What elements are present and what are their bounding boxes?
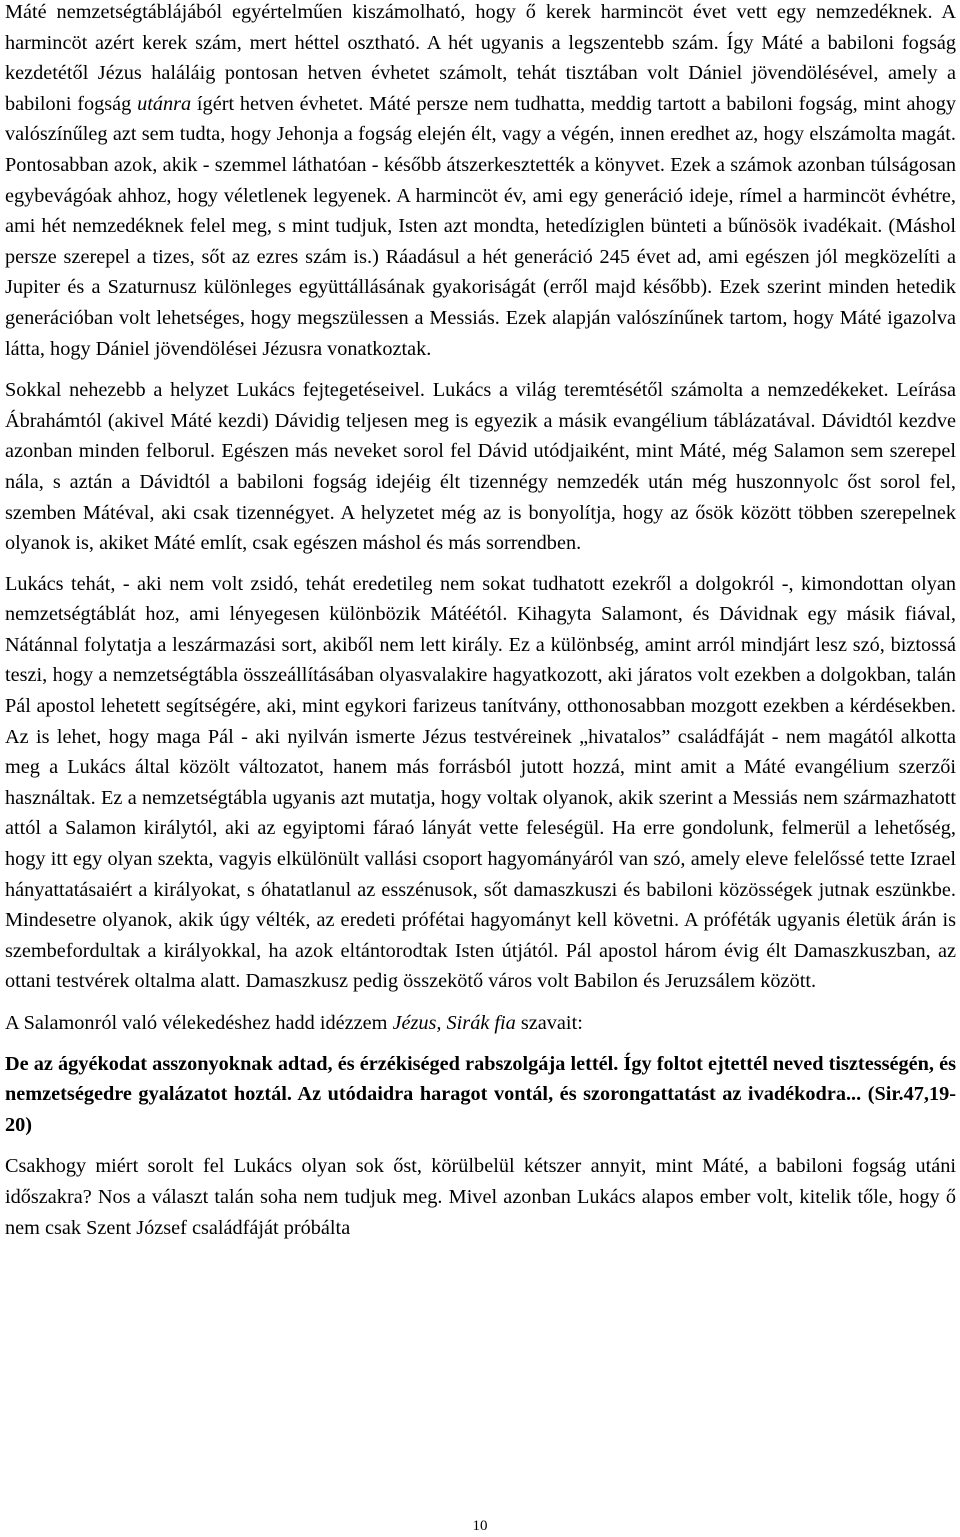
scripture-quote: De az ágyékodat asszonyoknak adtad, és érzékiséged rabszolgája lettél. Így foltot ejtettél neved tisztességén, és nemzetségedre gyalázatot hoztál. Az utódaidra haragot vontál, és szorongattatást az ivadékodra... (Sir.47,19-20) xyxy=(5,1052,956,1136)
paragraph-lukacs-difficulty: Sokkal nehezebb a helyzet Lukács fejtegetéseivel. Lukács a világ teremtésétől számolta a nemzedékeket. Leírása Ábrahámtól (akivel Máté kezdi) Dávidig teljesen meg is egyezik a másik evangélium táblázatával. Dávidtól kezdve azonban minden felborul. Egészen más neveket sorol fel Dávid utódjaiként, mint Máté, még Salamon sem szerepel nála, s aztán a Dávidtól a babiloni fogság idejéig élt tizennégy nemzedék után még huszonnyolc őst sorol fel, szemben Mátéval, aki csak tizennégyet. A helyzetet még az is bonyolítja, hogy az ősök között többen szerepelnek olyanok is, akiket Máté említ, csak egészen máshol és más sorrendben. xyxy=(5,379,956,555)
paragraph-ancestors-question: Csakhogy miért sorolt fel Lukács olyan sok őst, körülbelül kétszer annyit, mint Máté, a babiloni fogság utáni időszakra? Nos a választ talán soha nem tudjuk meg. Mivel azonban Lukács alapos ember volt, kitelik tőle, hogy ő nem csak Szent József családfáját próbálta xyxy=(5,1155,956,1239)
paragraph-text-segment: ígért hetven évhetet. Máté persze nem tudhatta, meddig tartott a babiloni fogság, mint ahogy valószínűleg azt sem tudta, hogy Jehonja a fogság elején élt, vagy a végén, innen eredhet az, hogy elszámolta magát. Pontosabban azok, akik - szemmel láthatóan - később átszerkesztették a könyvet. Ezek a számok azonban túlságosan egybevágóak ahhoz, hogy véletlenek legyenek. A harmincöt év, ami egy generáció ideje, rímel a harmincöt évhétre, ami hét nemzedéknek felel meg, s mint tudjuk, Isten azt mondta, hetedíziglen bünteti a bűnösök ivadékait. (Máshol persze szerepel a tizes, sőt az ezres szám is.) Ráadásul a hét generáció 245 évet ad, ami egészen jól megközelíti a Jupiter és a Szaturnusz különleges együttállásának gyakoriságát (erről majd később). Ezek szerint minden hetedik generációban volt lehetséges, hogy megszülessen a Messiás. Ezek alapján valószínűnek tartom, hogy Máté igazolva látta, hogy Dániel jövendölései Jézusra vonatkoztak. xyxy=(5,92,957,360)
document-page xyxy=(5,0,956,1243)
paragraph-text-segment: szavait: xyxy=(515,1012,583,1034)
emphasis-utanra: utánra xyxy=(137,92,192,115)
paragraph-quote-intro xyxy=(5,1008,956,1039)
paragraph-text-segment: Máté nemzetségtáblájából egyértelműen kiszámolható, hogy ő kerek harmincöt évet vett egy nemzedéknek. A harmincöt azért kerek szám, mert héttel osztható. A hét ugyanis a legszentebb szám. Így Máté a babiloni fogság kezdetétől Jézus haláláig pontosan hetven évhetet számolt, tehát tisztában volt Dániel jövendölésével, amely a babiloni fogság xyxy=(5,1,956,115)
paragraph-lukacs-genealogy: Lukács tehát, - aki nem volt zsidó, tehát eredetileg nem sokat tudhatott ezekről a dolgokról -, kimondottan olyan nemzetségtáblát hoz, ami lényegesen különbözik Mátéétól. Kihagyta Salamont, és Dávidnak egy másik fiával, Nátánnal folytatja a leszármazási sort, akiből nem lett király. Ez a különbség, amint arról mindjárt lesz szó, biztossá teszi, hogy a nemzetségtábla összeállításában olyasvalakire hagyatkozott, aki járatos volt ezekben a dolgokban, talán Pál apostol lehetett segítségére, aki, mint egykori farizeus tanítvány, otthonosabban mozgott ezekben a kérdésekben. Az is lehet, hogy maga Pál - aki nyilván ismerte Jézus testvéreinek „hivatalos” családfáját - nem magától alkotta meg a Lukács által közölt változatot, hanem más forrásból jutott hozzá, mint amit a Máté evangélium szerzői használtak. Ez a nemzetségtábla ugyanis azt mutatja, hogy voltak olyanok, akik szerint a Messiás nem származhatott attól a Salamon királytól, aki az egyiptomi fáraó lányát vette feleségül. Ha erre gondolunk, felmerül a lehetőség, hogy itt egy olyan szekta, vagyis elkülönült vallási csoport hagyományáról van szó, amely eleve felelőssé tette Izrael hányattatásaiért a királyokat, s óhatatlanul az esszénusok, sőt damaszkuszi és babiloni közösségek jutnak eszünkbe. Mindesetre olyanok, akik úgy vélték, az eredeti prófétai hagyományt kell követni. A próféták ugyanis életük árán is szembefordultak a királyokkal, ha azok eltántorodtak Isten útjától. Pál apostol három évig élt Damaszkuszban, az ottani testvérek oltalma alatt. Damaszkusz pedig összekötő város volt Babilon és Jeruzsálem között. xyxy=(5,572,956,993)
page-number: 10 xyxy=(472,1518,488,1534)
paragraph-mate-genealogy xyxy=(5,0,956,364)
paragraph-text-segment: A Salamonról való vélekedéshez hadd idézzem xyxy=(5,1012,393,1034)
emphasis-book-title: Jézus, Sirák fia xyxy=(392,1012,516,1034)
